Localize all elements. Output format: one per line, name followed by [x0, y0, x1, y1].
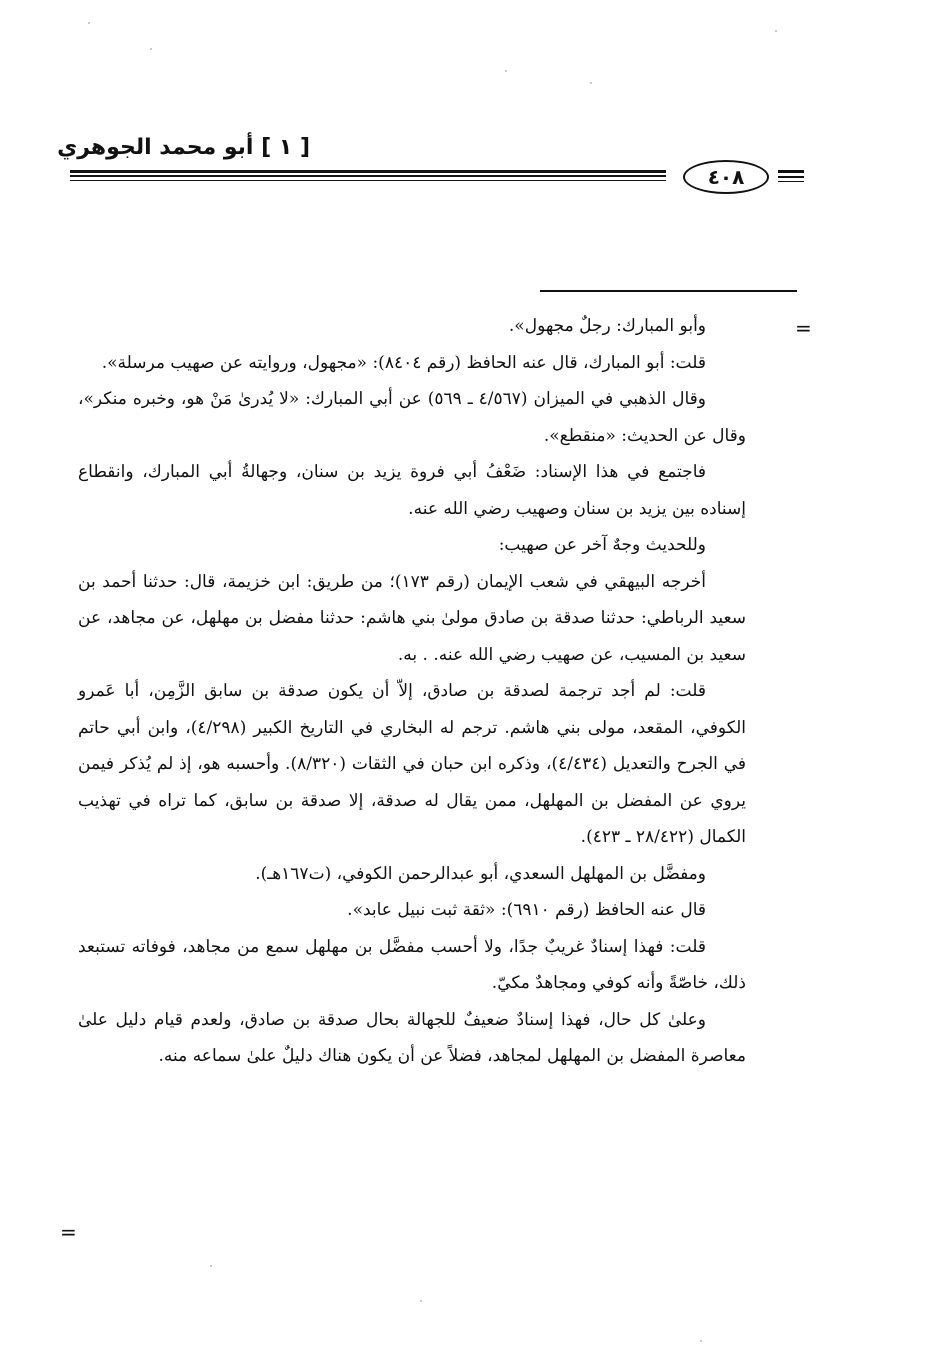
- continuation-mark-bottom: =: [60, 1220, 77, 1244]
- scan-speck: [505, 70, 507, 72]
- scan-speck: [150, 48, 152, 50]
- header-rule-right-1: [778, 170, 804, 173]
- paragraph: وقال الذهبي في الميزان (٤/٥٦٧ ـ ٥٦٩) عن أبي المبارك: «لا يُدرىٰ مَنْ هو، وخبره منكر»، وقال عن الحديث: «منقطع».: [78, 389, 746, 446]
- header-rule-right-2: [778, 176, 804, 178]
- paragraph: وعلىٰ كل حال، فهذا إسنادٌ ضعيفٌ للجهالة بحال صدقة بن صادق، ولعدم قيام دليل علىٰ معاصرة المفضل بن المهلهل لمجاهد، فضلاً عن أن يكون هناك دليلٌ علىٰ سماعه منه.: [78, 1009, 746, 1066]
- header-rule-left-thin: [70, 180, 666, 181]
- footnote-separator: [540, 290, 797, 292]
- scan-speck: [775, 30, 777, 32]
- paragraph: قال عنه الحافظ (رقم ٦٩١٠): «ثقة ثبت نبيل عابد».: [347, 900, 706, 920]
- paragraph: فاجتمع في هذا الإسناد: ضَعْفُ أبي فروة يزيد بن سنان، وجهالةُ أبي المبارك، وانقطاع إسناده بين يزيد بن سنان وصهيب رضي الله عنه.: [78, 462, 746, 519]
- paragraph: وللحديث وجهٌ آخر عن صهيب:: [498, 535, 706, 555]
- paragraph: أخرجه البيهقي في شعب الإيمان (رقم ١٧٣)؛ من طريق: ابن خزيمة، قال: حدثنا أحمد بن سعيد الرباطي: حدثنا صدقة بن صادق مولىٰ بني هاشم: حدثنا مفضل بن مهلهل، عن مجاهد، عن سعيد بن المسيب، عن صهيب رضي الله عنه. . به.: [78, 571, 746, 665]
- header-rule-left-mid: [70, 175, 666, 177]
- header-rule-right-3: [778, 181, 804, 182]
- paragraph: قلت: أبو المبارك، قال عنه الحافظ (رقم ٨٤٠٤): «مجهول، وروايته عن صهيب مرسلة».: [101, 352, 706, 373]
- scan-speck: [88, 22, 90, 24]
- continuation-mark-top: =: [795, 316, 812, 340]
- scan-speck: [700, 1340, 702, 1342]
- scan-speck: [420, 1300, 422, 1302]
- page-number-badge: ٤٠٨: [683, 160, 769, 194]
- paragraph: ومفضَّل بن المهلهل السعدي، أبو عبدالرحمن الكوفي، (ت١٦٧هـ).: [255, 863, 706, 884]
- paragraph: وأبو المبارك: رجلٌ مجهول».: [508, 316, 706, 336]
- scan-speck: [590, 82, 592, 84]
- paragraph: قلت: فهذا إسنادٌ غريبٌ جدًا، ولا أحسب مفضَّل بن مهلهل سمع من مجاهد، فوفاته تستبعد ذلك، خاصّةً وأنه كوفي ومجاهدٌ مكيّ.: [78, 936, 746, 993]
- footnote-body: [78, 308, 746, 1075]
- paragraph: قلت: لم أجد ترجمة لصدقة بن صادق، إلاّ أن يكون صدقة بن سابق الزَّمِن، أبا عَمرو الكوفي، المقعد، مولى بني هاشم. ترجم له البخاري في التاريخ الكبير (٤/٢٩٨)، وابن أبي حاتم في الجرح والتعديل (٤/٤٣٤)، وذكره ابن حبان في الثقات (٨/٣٢٠). وأحسبه هو، إذ لم يُذكر فيمن يروي عن المفضل بن المهلهل، ممن يقال له صدقة، إلا صدقة بن سابق، كما تراه في تهذيب الكمال (٢٨/٤٢٢ ـ ٤٢٣).: [78, 681, 747, 847]
- scan-speck: [210, 1265, 212, 1267]
- running-header-title: [ ١ ] أبو محمد الجوهري: [57, 135, 310, 160]
- header-rule-left-thick: [70, 170, 666, 173]
